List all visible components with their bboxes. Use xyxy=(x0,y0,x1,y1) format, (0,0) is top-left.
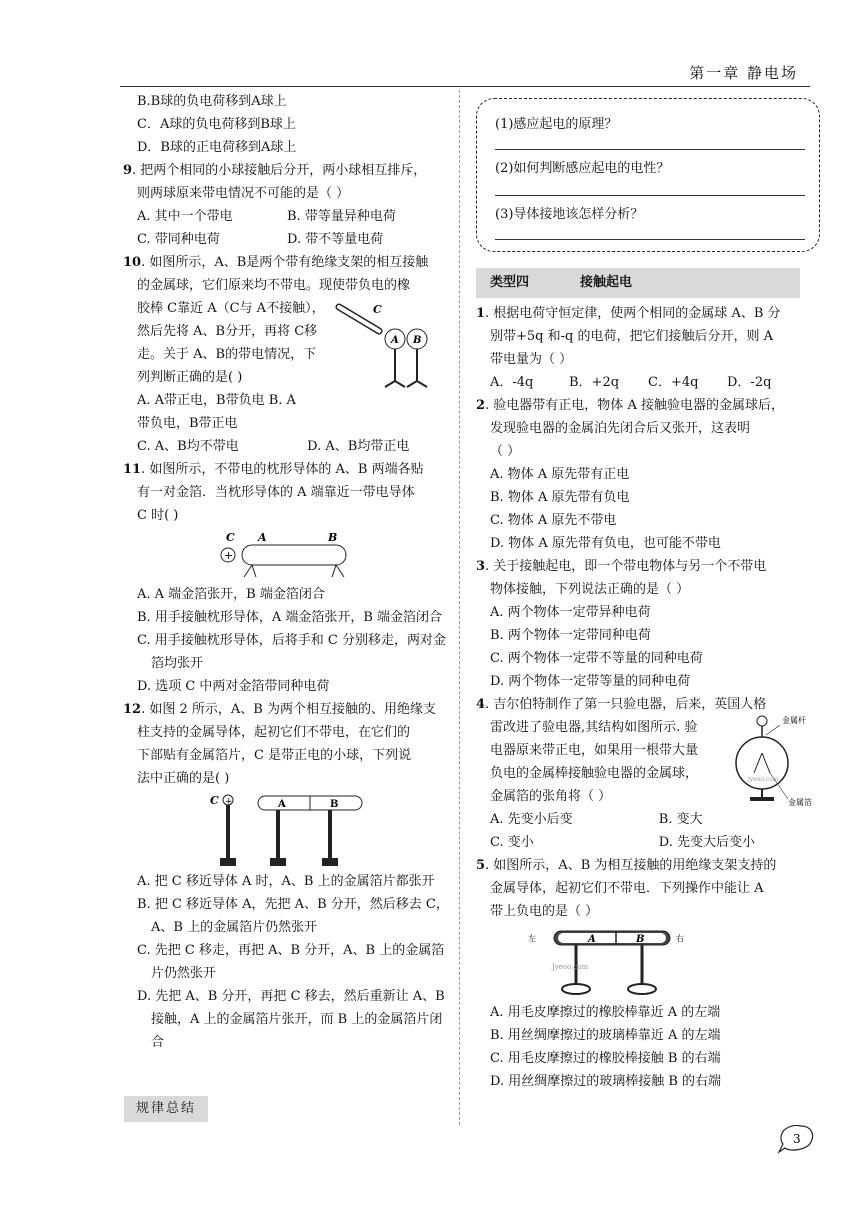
plus-sign: + xyxy=(224,549,234,562)
question-number: 10 xyxy=(123,255,142,270)
option-c: C. 用毛皮摩擦过的橡胶棒接触 B 的右端 xyxy=(490,1051,721,1066)
option-b: B. 变大 xyxy=(658,812,703,827)
option-c: C. A、B均不带电 xyxy=(137,439,239,454)
right-column xyxy=(476,302,812,1093)
question-stem: 法中正确的是( ) xyxy=(137,771,230,786)
pillow-conductor-icon xyxy=(242,545,346,565)
option-b: B. 物体 A 原先带有负电 xyxy=(490,490,630,505)
label-left: 左 xyxy=(528,934,536,943)
summary-question: (1)感应起电的原理？ xyxy=(495,117,618,132)
option-d: D. 物体 A 原先带有负电，也可能不带电 xyxy=(490,536,721,551)
option-a: A. A 端金箔张开，B 端金箔闭合 xyxy=(137,587,325,602)
page-header xyxy=(120,60,810,82)
question-stem: 柱支持的金属导体，起初它们不带电，在它们的 xyxy=(137,725,411,740)
label-b: B xyxy=(636,934,645,945)
header-rule xyxy=(120,86,810,87)
question-stem: （ ） xyxy=(490,444,521,459)
option-a: A. 把 C 移近导体 A 时，A、B 上的金属箔片都张开 xyxy=(137,874,435,889)
question-stem: 的金属球，它们原来均不带电。现使带负电的橡 xyxy=(137,278,411,293)
summary-question: (3)导体接地该怎样分析？ xyxy=(495,207,644,222)
question-number: 9 xyxy=(123,163,133,178)
q8-option-d: D．B球的正电荷移到A球上 xyxy=(137,140,297,155)
label-b: B xyxy=(330,799,339,810)
question-stem: 带上负电的是（ ） xyxy=(490,904,599,919)
spheres-figure xyxy=(333,297,443,389)
option-b: B．+2q xyxy=(569,375,620,390)
label-a: A xyxy=(588,934,596,945)
option-a: A. A带正电，B带负电 B. A xyxy=(137,393,296,408)
question-3 xyxy=(476,555,806,693)
question-stem: 然后先将 A、B分开，再将 C移 xyxy=(137,324,318,339)
question-stem: 列判断正确的是( ) xyxy=(137,370,243,385)
question-stem: . 验电器带有正电，物体 A 接触验电器的金属球后， xyxy=(485,398,784,413)
section-header xyxy=(476,268,800,298)
label-b: B xyxy=(328,531,338,544)
question-stem: 有一对金箔．当枕形导体的 A 端靠近一带电导体 xyxy=(137,485,415,500)
question-5 xyxy=(476,854,806,1093)
question-stem: 别带+5q 和-q 的电荷，把它们接触后分开，则 A xyxy=(490,329,773,344)
q8-option-b: B.B球的负电荷移到A球上 xyxy=(137,94,287,109)
question-stem: . 如图所示，不带电的枕形导体的 A、B 两端各贴 xyxy=(141,462,424,477)
question-stem: 下部贴有金属箔片，C 是带正电的小球，下列说 xyxy=(137,748,412,763)
watermark: jyeoo.com xyxy=(748,776,779,783)
option-c: C. 变小 xyxy=(490,835,534,850)
question-1 xyxy=(476,302,806,394)
option-b: B. 用丝绸摩擦过的玻璃棒靠近 A 的左端 xyxy=(490,1028,721,1043)
chapter-title: 第一章 静电场 xyxy=(689,64,798,82)
pillow-conductor-figure xyxy=(218,529,358,581)
option-d: D. 选项 C 中两对金箔带同种电荷 xyxy=(137,679,330,694)
question-stem: 电器原来带正电，如果用一根带大量 xyxy=(490,743,699,758)
label-c: C xyxy=(226,531,235,544)
option-c: C. 带同种电荷 xyxy=(137,232,220,247)
question-stem: C 时( ) xyxy=(137,508,179,523)
option-b: B. 两个物体一定带同种电荷 xyxy=(490,628,651,643)
question-stem: . 吉尔伯特制作了第一只验电器，后来，英国人格 xyxy=(485,697,767,712)
question-stem: 则两球原来带电情况不可能的是（ ） xyxy=(137,186,350,201)
summary-question: (2)如何判断感应起电的电性？ xyxy=(495,161,670,176)
question-stem: 发现验电器的金属泊先闭合后又张开，这表明 xyxy=(490,421,751,436)
question-12 xyxy=(123,698,453,1054)
question-number: 3 xyxy=(476,559,486,574)
option-b: B. 带等量异种电荷 xyxy=(287,209,396,224)
option-b: B. 把 C 移近导体 A，先把 A、B 分开，然后移去 C，A、B 上的金属箔片仍然张开 xyxy=(137,897,449,935)
question-4 xyxy=(476,693,812,854)
question-stem: . 根据电荷守恒定律，使两个相同的金属球 A、B 分 xyxy=(485,306,781,321)
question-stem: 物体接触，下列说法正确的是（ ） xyxy=(490,582,690,597)
label-c: C xyxy=(373,303,382,316)
answer-line xyxy=(495,195,805,196)
option-d: D. 先变大后变小 xyxy=(658,835,756,850)
question-stem: 雷改进了验电器,其结构如图所示. 验 xyxy=(490,720,698,735)
summary-questions-box xyxy=(476,98,820,252)
question-11 xyxy=(123,458,453,698)
question-number: 11 xyxy=(123,462,142,477)
watermark: Jyeoo.com xyxy=(552,963,589,971)
question-stem: 金属导体，起初它们不带电．下列操作中能让 A xyxy=(490,881,764,896)
option-d: D．-2q xyxy=(727,375,772,390)
question-stem: 带电量为（ ） xyxy=(490,352,573,367)
question-number: 5 xyxy=(476,858,486,873)
option-c: C. 两个物体一定带不等量的同种电荷 xyxy=(490,651,703,666)
section-type: 类型四 xyxy=(490,275,530,290)
question-stem: . 关于接触起电，即一个带电物体与另一个不带电 xyxy=(485,559,767,574)
label-a: A xyxy=(258,531,267,544)
question-9 xyxy=(123,159,453,251)
rule-summary-label: 规律总结 xyxy=(124,1096,208,1122)
label-b: B xyxy=(413,335,422,346)
option-a: A. 物体 A 原先带有正电 xyxy=(490,467,630,482)
option-d: D. A、B均带正电 xyxy=(307,439,410,454)
label-c: C xyxy=(210,794,219,807)
page-number-badge xyxy=(775,1122,817,1154)
question-stem: . 把两个相同的小球接触后分开，两小球相互排斥， xyxy=(132,163,427,178)
label-a: A xyxy=(278,799,286,810)
option-d: D. 两个物体一定带等量的同种电荷 xyxy=(490,674,691,689)
plus-sign: + xyxy=(225,797,233,807)
option-c: C．+4q xyxy=(648,375,699,390)
option-d: D. 用丝绸摩擦过的玻璃棒接触 B 的右端 xyxy=(490,1074,722,1089)
question-stem: 走。关于 A、B的带电情况，下 xyxy=(137,347,317,362)
question-10 xyxy=(123,251,453,458)
page-number: 3 xyxy=(793,1132,801,1146)
conductors-stand-figure xyxy=(526,925,696,999)
question-number: 4 xyxy=(476,697,486,712)
option-a: A. 先变小后变 xyxy=(490,812,573,827)
question-2 xyxy=(476,394,806,555)
question-number: 12 xyxy=(123,702,142,717)
left-column xyxy=(123,90,453,1054)
question-stem: 金属箔的张角将（ ） xyxy=(490,789,612,804)
answer-line xyxy=(495,239,805,240)
question-stem: . 如图所示，A、B 为相互接触的用绝缘支架支持的 xyxy=(485,858,777,873)
option-a: A. 用毛皮摩擦过的橡胶棒靠近 A 的左端 xyxy=(490,1005,721,1020)
question-stem: 胶棒 C靠近 A（C与 A不接触）， xyxy=(137,301,325,316)
option-b: B. 用手接触枕形导体，A 端金箔张开，B 端金箔闭合 xyxy=(137,610,443,625)
option-c: C. 物体 A 原先不带电 xyxy=(490,513,617,528)
column-divider xyxy=(459,90,460,1125)
option-a: A. 两个物体一定带异种电荷 xyxy=(490,605,651,620)
option-d: D. 带不等量电荷 xyxy=(287,232,384,247)
electroscope-figure xyxy=(732,713,816,807)
label-metal-rod: 金属杆 xyxy=(782,716,806,725)
label-right: 右 xyxy=(676,934,684,943)
option-a: A．-4q xyxy=(490,375,534,390)
option-a: A. 其中一个带电 xyxy=(137,209,233,224)
conductors-ab-figure xyxy=(208,792,368,868)
question-stem: . 如图 2 所示，A、B 为两个相互接触的、用绝缘支 xyxy=(141,702,436,717)
section-title: 接触起电 xyxy=(580,275,633,290)
q8-option-c: C．A球的负电荷移到B球上 xyxy=(137,117,296,132)
question-number: 1 xyxy=(476,306,486,321)
option-b: 带负电，B带正电 xyxy=(137,416,238,431)
label-a: A xyxy=(391,335,399,346)
question-stem: . 如图所示，A、B是两个带有绝缘支架的相互接触 xyxy=(141,255,429,270)
option-c: C. 先把 C 移走，再把 A、B 分开，A、B 上的金属箔片仍然张开 xyxy=(137,943,445,981)
metal-ball-icon xyxy=(757,716,767,726)
option-c: C. 用手接触枕形导体，后将手和 C 分别移走，两对金箔均张开 xyxy=(137,633,446,671)
label-metal-foil: 金属箔 xyxy=(788,798,812,807)
question-stem: 负电的金属棒接触验电器的金属球， xyxy=(490,766,699,781)
question-number: 2 xyxy=(476,398,486,413)
answer-line xyxy=(495,149,805,150)
option-d: D. 先把 A、B 分开，再把 C 移去，然后重新让 A、B 接触，A 上的金属箔片张开，而 B 上的金属箔片闭合 xyxy=(137,989,445,1050)
